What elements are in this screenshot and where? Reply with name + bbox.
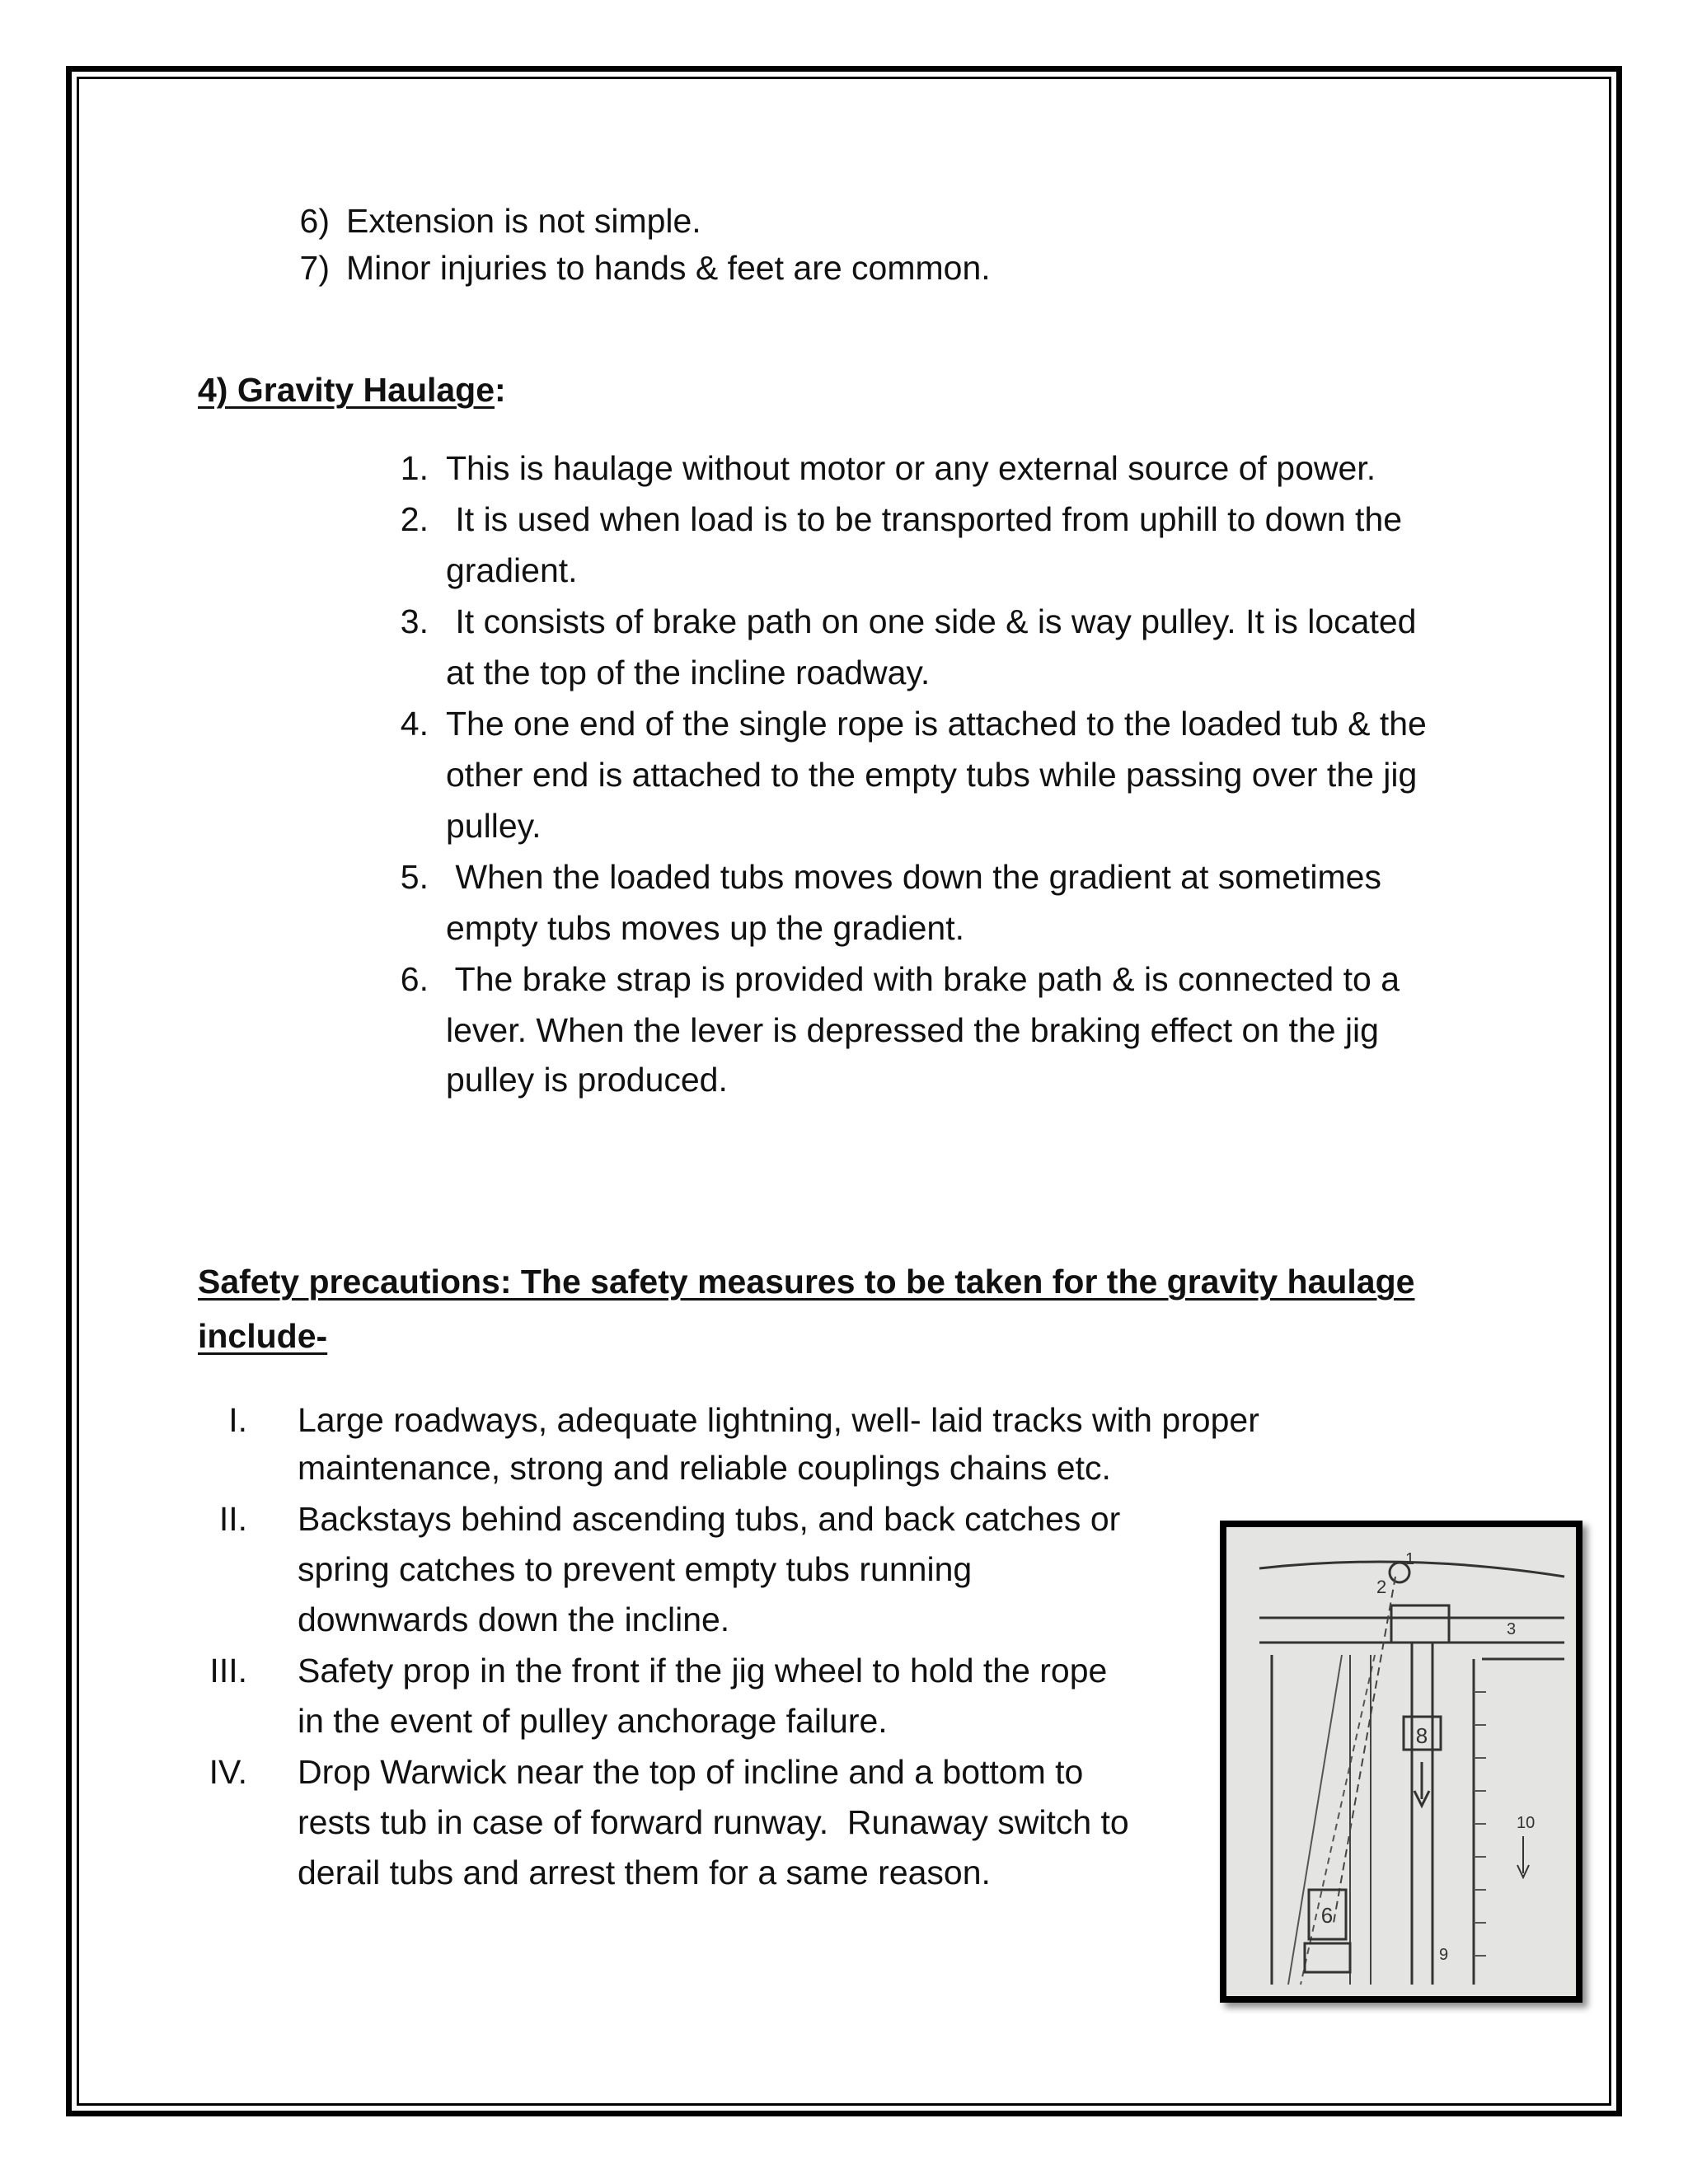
heading-colon: : (495, 371, 506, 409)
figure-label-1: 1 (1405, 1550, 1415, 1568)
list-number: 6) (299, 202, 330, 240)
list-item-continuation: rests tub in case of forward runway. Runaway switch to (298, 1803, 1129, 1841)
gravity-haulage-diagram (1226, 1527, 1576, 1996)
list-number: 1. (400, 449, 429, 487)
rope-line (1301, 1655, 1375, 1985)
section-heading-safety-continuation: include- (198, 1317, 328, 1355)
list-number: II. (218, 1500, 247, 1538)
section-heading-gravity-haulage (198, 369, 506, 410)
list-item: The brake strap is provided with brake path & is connected to a (446, 960, 1400, 998)
heading-text: 4) Gravity Haulage (198, 371, 495, 409)
list-item-continuation: empty tubs moves up the gradient. (446, 909, 965, 947)
list-item: Extension is not simple. (346, 202, 701, 240)
tub-base-box (1305, 1943, 1350, 1972)
list-item-continuation: at the top of the incline roadway. (446, 654, 931, 691)
list-item-continuation: gradient. (446, 551, 578, 589)
list-item-continuation: pulley is produced. (446, 1061, 728, 1099)
figure-label-9: 9 (1439, 1946, 1449, 1964)
list-number: 3. (400, 602, 429, 640)
list-item-continuation: pulley. (446, 807, 542, 845)
figure-label-2: 2 (1376, 1577, 1387, 1597)
list-item: Minor injuries to hands & feet are common. (346, 249, 991, 287)
wall-hatching (1474, 1692, 1486, 1956)
list-item-continuation: in the event of pulley anchorage failure. (298, 1702, 888, 1740)
list-item: The one end of the single rope is attached to the loaded tub & the (446, 705, 1427, 743)
figure-label-10: 10 (1517, 1814, 1536, 1832)
list-item-continuation: maintenance, strong and reliable couplings chains etc. (298, 1449, 1111, 1487)
figure-label-6: 6 (1320, 1903, 1334, 1928)
list-item: It is used when load is to be transported from uphill to down the (446, 500, 1403, 538)
list-item-continuation: other end is attached to the empty tubs while passing over the jig (446, 756, 1418, 794)
list-number: 5. (400, 858, 429, 896)
rope-line (1334, 1577, 1395, 1923)
list-number: III. (209, 1652, 247, 1690)
list-item-continuation: derail tubs and arrest them for a same reason. (298, 1854, 991, 1891)
figure-label-3: 3 (1507, 1620, 1517, 1638)
list-item: Safety prop in the front if the jig wheel to hold the rope (298, 1652, 1108, 1690)
list-number: IV. (209, 1753, 247, 1791)
list-number: 7) (299, 249, 330, 287)
pulley-frame (1391, 1605, 1449, 1643)
list-number: 2. (400, 500, 429, 538)
list-item: This is haulage without motor or any external source of power. (446, 449, 1376, 487)
rope-line (1288, 1655, 1342, 1985)
section-heading-safety: Safety precautions: The safety measures to be taken for the gravity haulage (198, 1263, 1415, 1301)
list-item: Drop Warwick near the top of incline and a bottom to (298, 1753, 1084, 1791)
figure-label-8: 8 (1415, 1723, 1428, 1748)
list-item-continuation: downwards down the incline. (298, 1601, 730, 1638)
list-item: Large roadways, adequate lightning, well- laid tracks with proper (298, 1401, 1259, 1439)
list-item: When the loaded tubs moves down the gradient at sometimes (446, 858, 1381, 896)
gravity-haulage-figure (1220, 1521, 1582, 2003)
list-number: 4. (400, 705, 429, 743)
list-item: Backstays behind ascending tubs, and back catches or (298, 1500, 1121, 1538)
list-number: 6. (400, 960, 429, 998)
list-number: I. (228, 1401, 247, 1439)
list-item-continuation: spring catches to prevent empty tubs running (298, 1550, 973, 1588)
list-item: It consists of brake path on one side & is way pulley. It is located (446, 602, 1417, 640)
list-item-continuation: lever. When the lever is depressed the braking effect on the jig (446, 1011, 1379, 1049)
